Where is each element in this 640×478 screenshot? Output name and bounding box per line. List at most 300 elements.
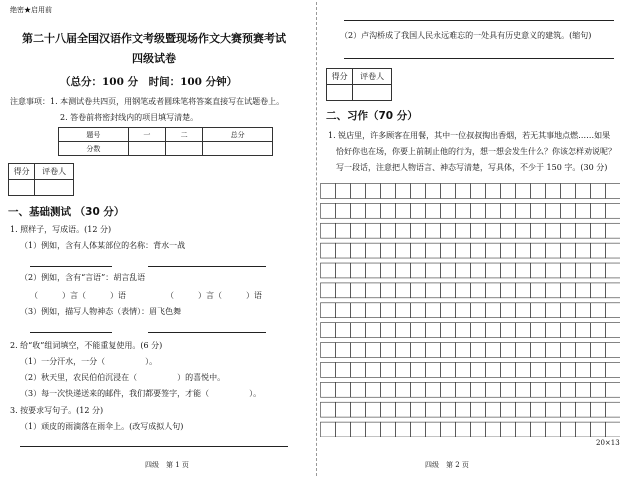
grid-cell[interactable] [321,402,336,417]
grid-cell[interactable] [411,203,426,218]
grid-cell[interactable] [336,263,351,278]
grid-cell[interactable] [411,422,426,437]
grid-cell[interactable] [576,263,591,278]
grid-cell[interactable] [366,263,381,278]
grid-cell[interactable] [321,382,336,397]
grid-cell[interactable] [486,422,501,437]
grid-cell[interactable] [441,323,456,338]
grid-cell[interactable] [336,184,351,199]
grid-cell[interactable] [501,243,516,258]
grid-cell[interactable] [351,184,366,199]
grid-cell[interactable] [531,382,546,397]
grid-cell[interactable] [606,323,621,338]
grid-cell[interactable] [381,243,396,258]
grid-cell[interactable] [501,203,516,218]
grid-cell[interactable] [561,343,576,358]
grid-cell[interactable] [606,362,621,377]
grid-cell[interactable] [591,323,606,338]
grid-cell[interactable] [441,422,456,437]
grid-cell[interactable] [606,422,621,437]
question-2-2: （2）秋天里，农民伯伯沉浸在（ ）的喜悦中。 [20,373,226,382]
grid-cell[interactable] [426,382,441,397]
exam-note-1: 注意事项：1. 本测试卷共四页，用钢笔或者圆珠笔将答案直接写在试题卷上。 [10,97,285,106]
grid-cell[interactable] [591,263,606,278]
answer-line[interactable] [148,266,266,267]
grid-cell[interactable] [381,422,396,437]
grid-cell[interactable] [441,283,456,298]
grid-cell[interactable] [591,283,606,298]
grid-cell[interactable] [471,362,486,377]
grid-cell[interactable] [531,402,546,417]
grid-cell[interactable] [366,203,381,218]
grid-cell[interactable] [396,283,411,298]
grid-cell[interactable] [411,402,426,417]
score-cell[interactable] [128,142,165,156]
grid-cell[interactable] [381,362,396,377]
grid-cell[interactable] [486,343,501,358]
grader-box [326,68,392,101]
grid-cell[interactable] [606,184,621,199]
grid-cell[interactable] [321,223,336,238]
grid-cell[interactable] [561,323,576,338]
grid-cell[interactable] [561,263,576,278]
grid-cell[interactable] [471,343,486,358]
grid-cell[interactable] [591,343,606,358]
grid-cell[interactable] [366,402,381,417]
grid-cell[interactable] [516,184,531,199]
grid-cell[interactable] [381,223,396,238]
grid-cell[interactable] [381,323,396,338]
grid-cell[interactable] [576,243,591,258]
grid-cell[interactable] [426,283,441,298]
grid-cell[interactable] [486,203,501,218]
answer-line[interactable] [20,446,288,447]
score-cell[interactable] [203,142,273,156]
question-2-1: （1）一分汗水，一分（ ）。 [20,357,158,366]
grid-cell[interactable] [546,382,561,397]
grid-cell[interactable] [561,402,576,417]
grid-cell[interactable] [516,362,531,377]
score-table-header: 二 [165,128,202,142]
grid-cell[interactable] [591,184,606,199]
grid-cell[interactable] [501,343,516,358]
grid-cell[interactable] [486,382,501,397]
grid-cell[interactable] [426,402,441,417]
grid-cell[interactable] [471,422,486,437]
grid-cell[interactable] [516,243,531,258]
grid-cell[interactable] [516,283,531,298]
grid-cell[interactable] [381,402,396,417]
grid-cell[interactable] [351,422,366,437]
grid-cell[interactable] [321,422,336,437]
grid-cell[interactable] [396,223,411,238]
grid-cell[interactable] [546,203,561,218]
grid-cell[interactable] [336,362,351,377]
answer-line[interactable] [148,332,266,333]
grid-cell[interactable] [561,203,576,218]
question-1-3: （3）例如，描写人物神态（表情）：眉飞色舞 [20,307,182,316]
grid-cell[interactable] [381,203,396,218]
grid-cell[interactable] [441,184,456,199]
grid-cell[interactable] [501,303,516,318]
grid-cell[interactable] [501,223,516,238]
grid-cell[interactable] [456,184,471,199]
grid-cell[interactable] [486,184,501,199]
question-1-2: （2）例如，含有“言语”：胡言乱语 [20,273,146,282]
grid-cell[interactable] [366,343,381,358]
grid-cell[interactable] [606,203,621,218]
page-divider [316,2,317,476]
grid-cell[interactable] [606,223,621,238]
grid-cell[interactable] [576,283,591,298]
grid-cell[interactable] [411,223,426,238]
grid-cell[interactable] [471,323,486,338]
grid-cell[interactable] [516,203,531,218]
grid-cell[interactable] [321,243,336,258]
grid-cell[interactable] [441,402,456,417]
grid-cell[interactable] [486,362,501,377]
grid-cell[interactable] [381,263,396,278]
score-cell[interactable] [165,142,202,156]
grid-cell[interactable] [336,303,351,318]
grid-cell[interactable] [561,283,576,298]
grid-cell[interactable] [381,343,396,358]
grid-cell[interactable] [471,223,486,238]
grid-cell[interactable] [336,223,351,238]
grid-cell[interactable] [456,362,471,377]
grid-cell[interactable] [411,382,426,397]
grid-cell[interactable] [456,223,471,238]
grid-cell[interactable] [411,343,426,358]
grader-box [8,163,74,196]
grid-cell[interactable] [456,343,471,358]
grid-cell[interactable] [321,283,336,298]
grid-cell[interactable] [321,203,336,218]
grid-cell[interactable] [396,243,411,258]
grid-cell[interactable] [411,184,426,199]
grid-cell[interactable] [576,303,591,318]
score-table-row-label: 分数 [59,142,129,156]
grid-cell[interactable] [516,382,531,397]
grid-cell[interactable] [456,203,471,218]
question-1-1: （1）例如，含有人体某部位的名称：背水一战 [20,241,186,250]
grid-cell[interactable] [531,422,546,437]
grid-cell[interactable] [516,402,531,417]
confidential-label: 绝密★启用前 [10,6,52,14]
grid-cell[interactable] [576,382,591,397]
grid-cell[interactable] [561,184,576,199]
grid-cell[interactable] [576,203,591,218]
grid-cell[interactable] [336,422,351,437]
grid-cell[interactable] [351,323,366,338]
grid-cell[interactable] [396,362,411,377]
grid-cell[interactable] [411,243,426,258]
grid-cell[interactable] [321,323,336,338]
grader-score-cell[interactable] [327,85,353,101]
grid-cell[interactable] [351,362,366,377]
grid-cell[interactable] [381,382,396,397]
grid-cell[interactable] [426,263,441,278]
grid-cell[interactable] [516,422,531,437]
grid-cell[interactable] [606,303,621,318]
grid-cell[interactable] [576,362,591,377]
grid-cell[interactable] [351,263,366,278]
grid-cell[interactable] [351,243,366,258]
grid-cell[interactable] [336,343,351,358]
grid-cell[interactable] [366,303,381,318]
grid-cell[interactable] [351,402,366,417]
grid-cell[interactable] [531,323,546,338]
grid-cell[interactable] [456,283,471,298]
grid-cell[interactable] [426,243,441,258]
grid-cell[interactable] [606,263,621,278]
grid-cell[interactable] [411,283,426,298]
grid-cell[interactable] [546,343,561,358]
grid-cell[interactable] [426,362,441,377]
grid-cell[interactable] [351,223,366,238]
grid-cell[interactable] [576,422,591,437]
grid-cell[interactable] [546,283,561,298]
score-table-header: 总分 [203,128,273,142]
grid-cell[interactable] [426,303,441,318]
answer-line[interactable] [30,332,112,333]
grid-cell[interactable] [336,323,351,338]
grid-cell[interactable] [411,323,426,338]
grid-cell[interactable] [576,343,591,358]
section1-title: 一、基础测试 （30 分） [8,206,125,218]
grid-cell[interactable] [516,323,531,338]
grid-cell[interactable] [591,362,606,377]
grid-cell[interactable] [546,263,561,278]
grid-cell[interactable] [501,362,516,377]
grid-cell[interactable] [396,382,411,397]
grid-cell[interactable] [516,303,531,318]
grid-cell[interactable] [396,422,411,437]
grid-cell[interactable] [426,323,441,338]
answer-line[interactable] [344,58,614,59]
grid-cell[interactable] [531,362,546,377]
grid-cell[interactable] [396,303,411,318]
grid-cell[interactable] [546,243,561,258]
page-footer-left: 四级 第 1 页 [145,461,189,469]
grid-cell[interactable] [456,382,471,397]
grid-cell[interactable] [591,223,606,238]
grid-cell[interactable] [456,263,471,278]
grid-cell[interactable] [396,402,411,417]
grid-cell[interactable] [396,323,411,338]
grid-cell[interactable] [606,283,621,298]
score-time: （总分：100 分 时间：100 分钟） [60,76,238,88]
grid-cell[interactable] [606,382,621,397]
grid-cell[interactable] [456,243,471,258]
grid-cell[interactable] [516,263,531,278]
grid-cell[interactable] [501,422,516,437]
grid-cell[interactable] [441,303,456,318]
grid-cell[interactable] [456,303,471,318]
grid-cell[interactable] [441,223,456,238]
page-footer-right: 四级 第 2 页 [425,461,469,469]
grid-cell[interactable] [381,283,396,298]
grid-cell[interactable] [321,303,336,318]
grid-cell[interactable] [456,402,471,417]
grader-score-cell[interactable] [9,180,35,196]
grid-cell[interactable] [486,263,501,278]
grid-cell[interactable] [441,243,456,258]
grid-cell[interactable] [426,184,441,199]
grid-cell[interactable] [501,382,516,397]
grid-cell[interactable] [351,382,366,397]
grid-cell[interactable] [576,184,591,199]
question-3: 3. 按要求写句子。(12 分) [10,406,104,415]
grid-cell[interactable] [546,184,561,199]
grid-cell[interactable] [456,323,471,338]
grid-cell[interactable] [531,243,546,258]
grid-cell[interactable] [591,422,606,437]
grid-cell[interactable] [516,343,531,358]
grid-cell[interactable] [606,343,621,358]
grid-cell[interactable] [441,382,456,397]
grid-cell[interactable] [501,323,516,338]
answer-line[interactable] [30,266,112,267]
grid-cell[interactable] [561,303,576,318]
answer-line[interactable] [344,20,614,21]
grid-cell[interactable] [321,343,336,358]
grid-cell[interactable] [441,263,456,278]
grid-cell[interactable] [456,422,471,437]
grid-cell[interactable] [561,243,576,258]
grid-cell[interactable] [396,263,411,278]
grid-cell[interactable] [441,343,456,358]
grid-cell[interactable] [366,184,381,199]
grader-reviewer-cell[interactable] [35,180,74,196]
grid-cell[interactable] [426,203,441,218]
grid-cell[interactable] [411,263,426,278]
grid-cell[interactable] [471,303,486,318]
grid-cell[interactable] [471,283,486,298]
grid-cell[interactable] [336,203,351,218]
answer-blank-group[interactable]: （ ）言（ ）语 [166,291,262,300]
grid-cell[interactable] [471,184,486,199]
grader-score-label: 得分 [9,164,35,180]
grid-cell[interactable] [321,362,336,377]
grid-cell[interactable] [351,343,366,358]
grid-cell[interactable] [606,243,621,258]
grid-cell[interactable] [411,303,426,318]
grid-cell[interactable] [351,203,366,218]
grid-cell[interactable] [396,203,411,218]
grid-cell[interactable] [486,303,501,318]
grid-cell[interactable] [471,402,486,417]
grid-cell[interactable] [546,402,561,417]
grader-reviewer-cell[interactable] [353,85,392,101]
grid-cell[interactable] [501,263,516,278]
grid-cell[interactable] [321,263,336,278]
question-3-2: （2）卢沟桥成了我国人民永远难忘的一处具有历史意义的建筑。(缩句) [340,31,592,40]
grid-cell[interactable] [591,303,606,318]
grid-cell[interactable] [426,422,441,437]
answer-blank-group[interactable]: （ ）言（ ）语 [30,291,126,300]
grid-cell[interactable] [336,243,351,258]
grid-cell[interactable] [531,203,546,218]
grid-cell[interactable] [471,263,486,278]
grid-cell[interactable] [546,362,561,377]
grader-reviewer-label: 评卷人 [35,164,74,180]
grid-cell[interactable] [336,402,351,417]
grid-cell[interactable] [486,243,501,258]
grid-cell[interactable] [441,362,456,377]
grid-cell[interactable] [366,283,381,298]
grid-cell[interactable] [471,203,486,218]
score-table-header: 一 [128,128,165,142]
grid-cell[interactable] [516,223,531,238]
grid-cell[interactable] [501,402,516,417]
grid-cell[interactable] [561,422,576,437]
grid-cell[interactable] [561,382,576,397]
grid-cell[interactable] [441,203,456,218]
grid-cell[interactable] [531,343,546,358]
grid-cell[interactable] [366,362,381,377]
grid-cell[interactable] [381,303,396,318]
grid-cell[interactable] [366,243,381,258]
grid-cell[interactable] [576,223,591,238]
grid-cell[interactable] [606,402,621,417]
grid-cell[interactable] [486,223,501,238]
grid-cell[interactable] [546,223,561,238]
writing-grid[interactable] [320,183,620,437]
grid-cell[interactable] [366,323,381,338]
grid-cell[interactable] [321,184,336,199]
grid-cell[interactable] [531,184,546,199]
grid-cell[interactable] [531,283,546,298]
grid-cell[interactable] [501,283,516,298]
grid-cell[interactable] [486,323,501,338]
grid-cell[interactable] [471,382,486,397]
grid-cell[interactable] [576,323,591,338]
grid-cell[interactable] [366,422,381,437]
grid-cell[interactable] [591,203,606,218]
grid-cell[interactable] [336,382,351,397]
grid-cell[interactable] [486,283,501,298]
grid-cell[interactable] [396,343,411,358]
grid-cell[interactable] [426,223,441,238]
score-table [58,127,273,156]
grid-cell[interactable] [411,362,426,377]
grid-cell[interactable] [336,283,351,298]
grid-cell[interactable] [576,402,591,417]
grid-cell[interactable] [381,184,396,199]
grid-cell[interactable] [561,223,576,238]
grid-cell[interactable] [531,223,546,238]
grid-cell[interactable] [531,303,546,318]
grid-cell[interactable] [351,283,366,298]
grid-cell[interactable] [591,382,606,397]
grid-cell[interactable] [591,243,606,258]
grid-cell[interactable] [396,184,411,199]
grid-cell[interactable] [426,343,441,358]
grid-cell[interactable] [546,303,561,318]
grid-cell[interactable] [546,323,561,338]
grid-cell[interactable] [591,402,606,417]
grid-cell[interactable] [366,382,381,397]
grid-cell[interactable] [486,402,501,417]
grid-cell[interactable] [561,362,576,377]
grid-cell[interactable] [501,184,516,199]
grid-cell[interactable] [546,422,561,437]
grid-cell[interactable] [471,243,486,258]
grid-cell[interactable] [531,263,546,278]
grid-cell[interactable] [351,303,366,318]
grid-cell[interactable] [366,223,381,238]
